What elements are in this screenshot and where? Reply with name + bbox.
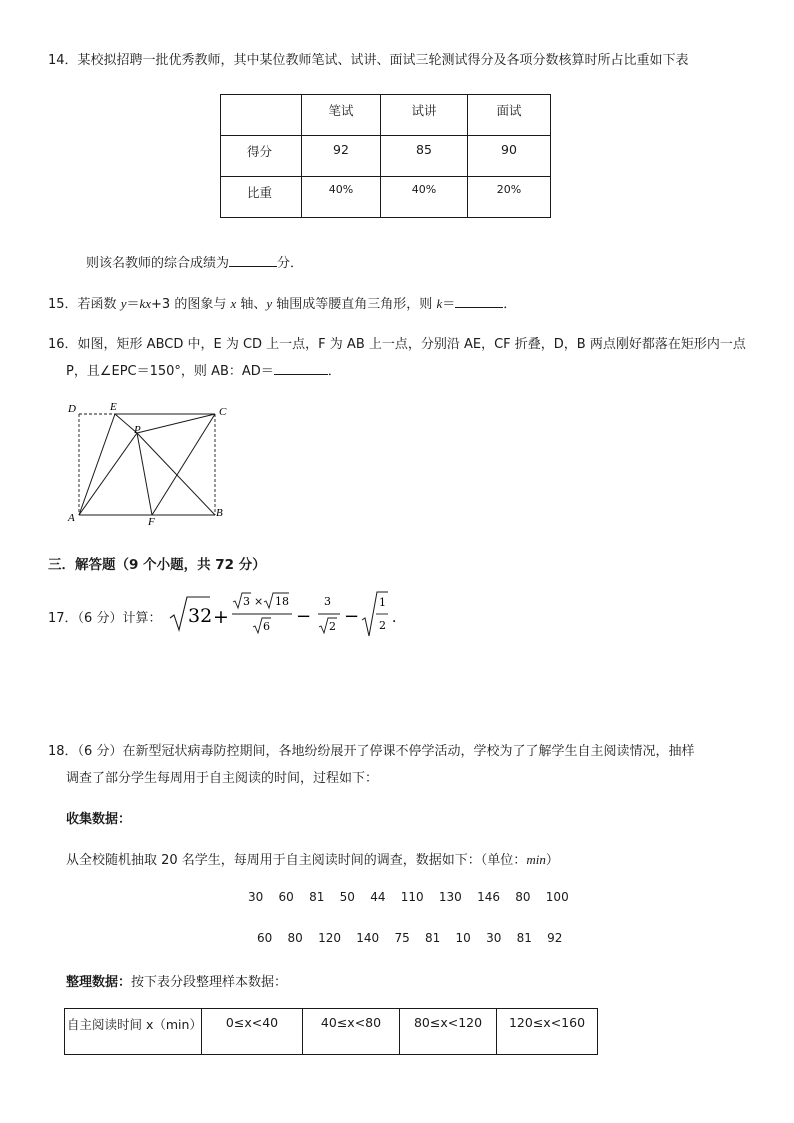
q14-score-table	[220, 94, 551, 218]
data-value: 92	[547, 931, 563, 945]
data-value: 81	[309, 890, 325, 904]
data-value: 60	[257, 931, 273, 945]
q15-kx: kx	[139, 296, 152, 311]
q16-line2: P，且∠EPC＝150°，则 AB：AD＝	[66, 364, 274, 379]
segment-PC	[137, 414, 215, 433]
data-value: 50	[339, 890, 355, 904]
segment-PB	[137, 433, 215, 515]
numerator-3: 3	[243, 595, 250, 608]
data-row-1	[248, 890, 569, 904]
q15-text-2: 的图象与	[170, 297, 231, 312]
table-cell: 120≤x<160	[497, 1009, 598, 1055]
radicand-32: 32	[188, 605, 213, 627]
plus-sign: +	[213, 606, 229, 628]
denominator-6: 6	[263, 620, 270, 633]
q16-end: ．	[327, 364, 341, 379]
q17-formula	[168, 590, 408, 642]
table-row	[221, 95, 551, 136]
table-cell: 90	[468, 136, 551, 177]
q15-text-3: 轴、	[236, 297, 267, 312]
table-row	[65, 1009, 598, 1055]
table-cell: 笔试	[302, 95, 381, 136]
q18-stem-line1	[48, 740, 694, 759]
q14-unit: 分．	[277, 256, 304, 271]
segment-PF	[137, 433, 152, 515]
answer-blank[interactable]	[229, 254, 277, 267]
times-sign: ×	[254, 595, 264, 608]
q14-stem	[48, 49, 689, 68]
data-value: 60	[278, 890, 294, 904]
table-cell: 自主阅读时间 x（min）	[65, 1009, 202, 1055]
minus-sign: −	[296, 606, 312, 627]
data-value: 100	[545, 890, 569, 904]
label-C: C	[219, 406, 227, 418]
label-F: F	[148, 516, 155, 525]
q16-stem-line1	[48, 333, 746, 352]
organize-line	[66, 971, 287, 990]
data-value: 81	[424, 931, 441, 945]
table-cell: 面试	[468, 95, 551, 136]
data-value: 30	[486, 931, 502, 945]
label-E: E	[110, 401, 117, 413]
table-cell: 85	[381, 136, 468, 177]
q17-stem	[48, 607, 161, 626]
q15-eq2: ＝	[442, 297, 456, 312]
q18-stem-line2: 调查了部分学生每周用于自主阅读的时间，过程如下：	[66, 771, 379, 786]
data-value: 44	[370, 890, 386, 904]
q15-var-k: k	[436, 296, 443, 311]
q14-number: 14．	[48, 53, 78, 68]
label-B: B	[216, 507, 223, 519]
q15-var-x: x	[230, 296, 237, 311]
data-value: 120	[318, 931, 341, 945]
table-cell	[221, 95, 302, 136]
table-cell: 比重	[221, 177, 302, 218]
label-A: A	[68, 512, 75, 524]
data-value: 81	[516, 931, 532, 945]
q16-figure	[62, 400, 242, 525]
minus-sign: −	[344, 606, 360, 627]
organize-title: 整理数据：	[66, 975, 132, 990]
data-value: 130	[438, 890, 462, 904]
fraction-numerator-3: 3	[324, 595, 331, 608]
table-cell: 20%	[468, 177, 551, 218]
q18-frequency-table	[64, 1008, 598, 1055]
section-title: 三．解答题（9 个小题，共 72 分）	[48, 557, 266, 573]
table-cell: 得分	[221, 136, 302, 177]
q15-text-1: 若函数	[77, 297, 121, 312]
fraction-denominator-2: 2	[329, 620, 336, 633]
q15-number: 15．	[48, 297, 78, 312]
table-cell: 0≤x<40	[202, 1009, 303, 1055]
collect-desc: 从全校随机抽取 20 名学生，每周用于自主阅读时间的调查，数据如下：（单位：	[66, 853, 527, 868]
q16-line1: 如图，矩形 ABCD 中，E 为 CD 上一点，F 为 AB 上一点，分别沿 AE，CF 折叠，D，B 两点刚好都落在矩形内一点	[77, 337, 746, 352]
data-value: 110	[400, 890, 424, 904]
data-value: 75	[394, 931, 410, 945]
segment-AE	[79, 414, 115, 515]
unit-min: min	[526, 852, 546, 867]
q15-var-y: y	[120, 296, 127, 311]
collect-text	[66, 849, 559, 868]
q14-after-text: 则该名教师的综合成绩为	[86, 256, 230, 271]
q16-stem-line2	[66, 360, 341, 379]
label-P: P	[134, 424, 141, 436]
q15-eq: ＝	[126, 297, 140, 312]
data-value: 80	[287, 931, 303, 945]
table-cell: 试讲	[381, 95, 468, 136]
q15-var-y2: y	[266, 296, 273, 311]
label-D: D	[68, 403, 76, 415]
q18-number: 18．（6 分）	[48, 744, 123, 759]
organize-text: 按下表分段整理样本数据：	[131, 975, 288, 990]
data-value: 10	[455, 931, 471, 945]
unit-close: ）	[545, 853, 559, 868]
q15-end: ．	[503, 297, 517, 312]
numerator-18: 18	[275, 595, 289, 608]
data-value: 30	[248, 890, 264, 904]
q15-text-4: 轴围成等腰直角三角形，则	[272, 297, 437, 312]
data-value: 140	[356, 931, 380, 945]
table-row	[221, 136, 551, 177]
table-cell: 92	[302, 136, 381, 177]
q18-line1: 在新型冠状病毒防控期间，各地纷纷展开了停课不停学活动，学校为了了解学生自主阅读情况，抽样	[122, 744, 695, 759]
q14-text: 某校拟招聘一批优秀教师，其中某位教师笔试、试讲、面试三轮测试得分及各项分数核算时所占比重如下表	[77, 53, 689, 68]
half-denominator: 2	[379, 619, 386, 632]
q17-number: 17．（6 分）计算：	[48, 611, 162, 626]
table-row	[221, 177, 551, 218]
q14-answer-line	[86, 252, 303, 271]
segment-AP	[79, 433, 137, 515]
table-cell: 40≤x<80	[303, 1009, 400, 1055]
formula-end: ．	[392, 610, 406, 626]
collect-title: 收集数据：	[66, 812, 132, 827]
data-value: 80	[515, 890, 531, 904]
q16-number: 16．	[48, 337, 78, 352]
segment-CF	[152, 414, 215, 515]
half-numerator: 1	[379, 596, 386, 609]
q15-stem	[48, 293, 516, 312]
table-cell: 80≤x<120	[400, 1009, 497, 1055]
q15-plus3: +3	[151, 297, 171, 312]
data-value: 146	[477, 890, 500, 904]
answer-blank[interactable]	[274, 362, 328, 375]
table-cell: 40%	[381, 177, 468, 218]
answer-blank[interactable]	[455, 295, 503, 308]
table-cell: 40%	[302, 177, 381, 218]
data-row-2	[257, 931, 562, 945]
